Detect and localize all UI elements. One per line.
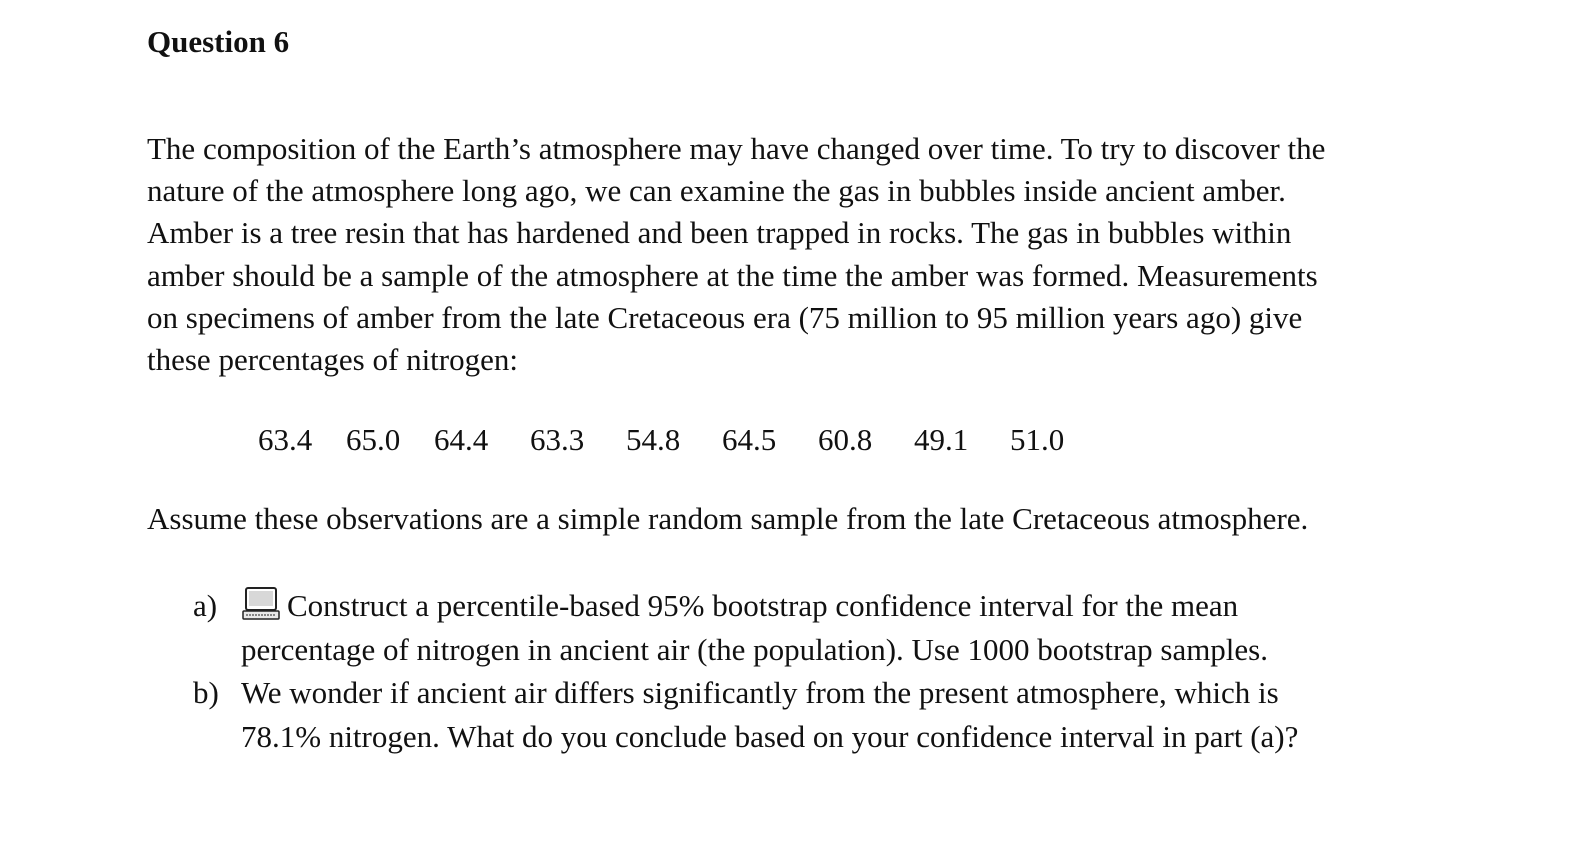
nitrogen-value: 64.5 — [722, 422, 777, 457]
intro-line: Amber is a tree resin that has hardened and been trapped in rocks. The gas in bubbles within — [147, 215, 1292, 251]
intro-line: The composition of the Earth’s atmosphere may have changed over time. To try to discover the — [147, 131, 1326, 166]
computer-icon — [241, 587, 281, 621]
nitrogen-values-row — [258, 420, 1064, 460]
nitrogen-value: 49.1 — [914, 422, 969, 457]
nitrogen-value: 51.0 — [1010, 422, 1065, 457]
part-b-line-1: We wonder if ancient air differs significantly from the present atmosphere, which is — [241, 675, 1279, 710]
nitrogen-value: 64.4 — [434, 422, 489, 457]
nitrogen-value: 63.3 — [530, 422, 585, 457]
part-marker: b) — [193, 675, 219, 710]
question-part-a — [193, 584, 1298, 671]
question-part-b — [193, 671, 1298, 758]
intro-line: nature of the atmosphere long ago, we can examine the gas in bubbles inside ancient amber. — [147, 173, 1286, 209]
part-b-line-2: 78.1% nitrogen. What do you conclude based on your confidence interval in part (a)? — [241, 718, 1299, 754]
intro-line: on specimens of amber from the late Cretaceous era (75 million to 95 million years ago) give — [147, 299, 1303, 335]
intro-paragraph — [147, 128, 1427, 381]
nitrogen-value: 65.0 — [346, 422, 401, 457]
part-a-line-2: percentage of nitrogen in ancient air (the population). Use 1000 bootstrap samples. — [241, 631, 1268, 667]
question-parts-list — [193, 584, 1298, 758]
assumption-text: Assume these observations are a simple random sample from the late Cretaceous atmosphere. — [147, 501, 1309, 536]
nitrogen-value: 60.8 — [818, 422, 873, 457]
part-a-line-1: Construct a percentile-based 95% bootstrap confidence interval for the mean — [287, 588, 1239, 623]
intro-line: these percentages of nitrogen: — [147, 342, 518, 378]
nitrogen-value: 63.4 — [258, 422, 313, 457]
part-marker: a) — [193, 588, 218, 623]
nitrogen-value: 54.8 — [626, 422, 681, 457]
question-title: Question 6 — [147, 24, 290, 59]
part-line — [241, 584, 1298, 628]
intro-line: amber should be a sample of the atmosphere at the time the amber was formed. Measurements — [147, 257, 1318, 293]
